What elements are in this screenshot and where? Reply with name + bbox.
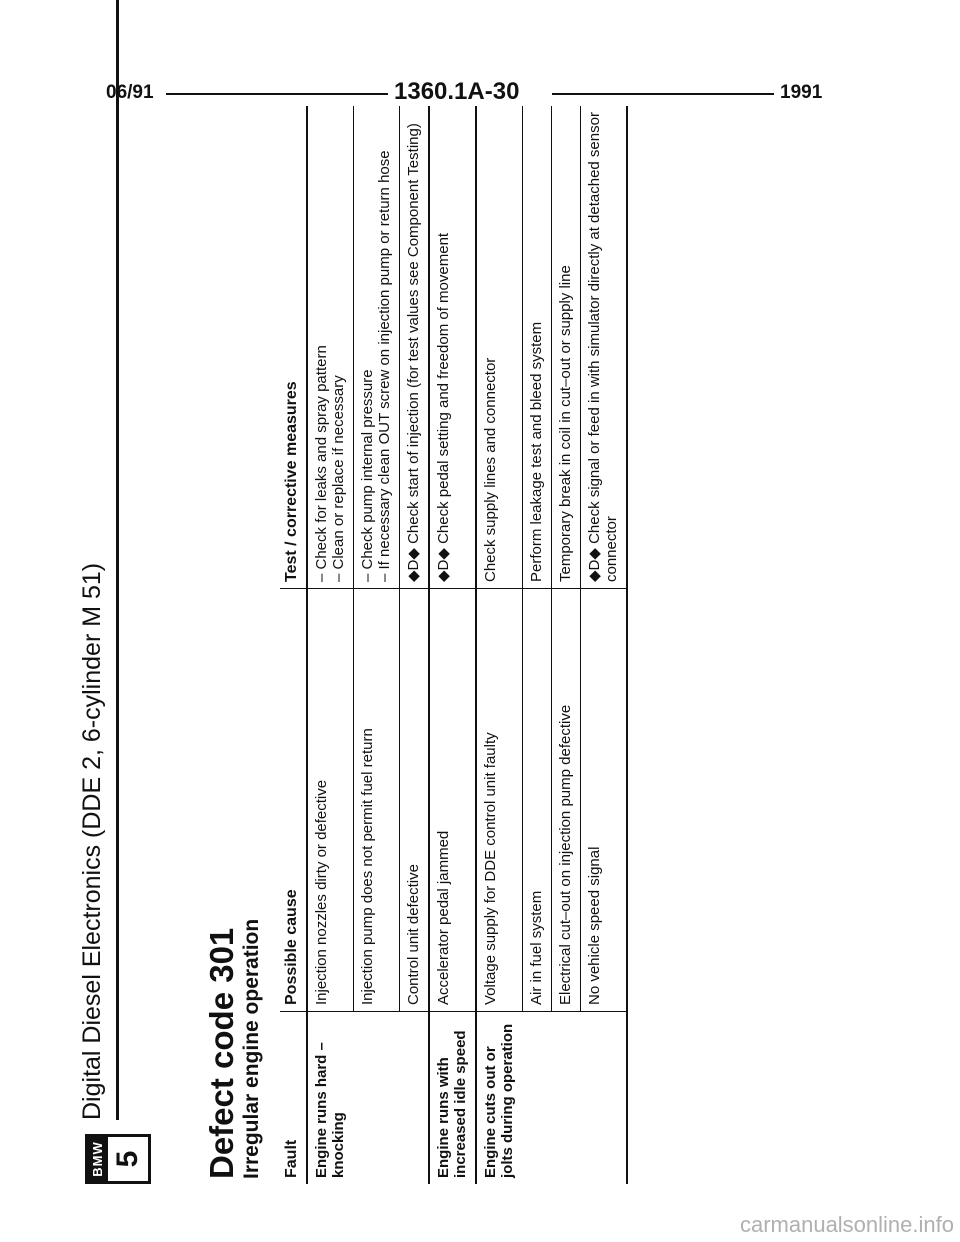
title-rule — [116, 0, 119, 1120]
measures-cell — [580, 106, 627, 589]
code-rule — [552, 93, 774, 95]
table-row — [354, 106, 400, 1184]
table-row — [476, 106, 522, 1184]
measure-line: Check supply lines and connector — [482, 357, 499, 582]
cause-cell: Air in fuel system — [522, 589, 551, 1012]
table-row — [580, 106, 627, 1184]
measure-line: ◆D◆ Check pedal setting and freedom of movement — [435, 232, 452, 582]
defect-subtitle: Irregular engine operation — [240, 918, 263, 1179]
measure-line: Perform leakage test and bleed system — [527, 321, 545, 582]
table-row — [400, 106, 430, 1184]
bmw-logo — [85, 1134, 151, 1184]
fault-cell — [354, 1012, 400, 1185]
table-row — [551, 106, 580, 1184]
fault-table — [280, 112, 628, 1184]
fault-cell — [522, 1012, 551, 1185]
table-row — [522, 106, 551, 1184]
cause-cell: Voltage supply for DDE control unit faulty — [476, 589, 522, 1012]
logo-series: 5 — [111, 1150, 144, 1168]
measure-line: – Check for leaks and spray pattern — [313, 345, 330, 582]
page-number-strip — [0, 0, 960, 120]
measures-cell — [400, 106, 430, 589]
measures-cell — [522, 106, 551, 589]
logo-brand: BMW — [88, 1137, 108, 1181]
cause-cell: No vehicle speed signal — [580, 589, 627, 1012]
measures-cell — [551, 106, 580, 589]
fault-cell: Engine cuts out or jolts during operation — [476, 1012, 522, 1185]
cause-cell: Injection pump does not permit fuel return — [354, 589, 400, 1012]
measure-line: – Clean or replace if necessary — [330, 375, 347, 582]
column-header-test: Test / corrective measures — [280, 106, 307, 589]
measure-line: ◆D◆ Check start of injection (for test values see Component Testing) — [405, 123, 422, 582]
column-header-cause: Possible cause — [280, 589, 307, 1012]
date-rule — [166, 93, 388, 95]
measure-line: ◆D◆ Check signal or feed in with simulator directly at detached sensor connector — [585, 112, 620, 582]
table-row — [429, 106, 476, 1184]
measures-cell — [307, 106, 354, 589]
cause-cell: Electrical cut–out on injection pump defective — [551, 589, 580, 1012]
fault-cell — [400, 1012, 430, 1185]
measures-cell — [476, 106, 522, 589]
measures-cell — [354, 106, 400, 589]
table-row — [307, 106, 354, 1184]
cause-cell: Control unit defective — [400, 589, 430, 1012]
cause-cell: Accelerator pedal jammed — [429, 589, 476, 1012]
defect-code-title: Defect code 301 — [203, 927, 240, 1179]
measure-line: Temporary break in coil in cut–out or supply line — [556, 265, 574, 582]
table-header-row — [280, 106, 307, 1184]
page-year: 1991 — [780, 82, 823, 103]
measures-cell — [429, 106, 476, 589]
fault-cell — [580, 1012, 627, 1185]
document-title: Digital Diesel Electronics (DDE 2, 6-cylinder M 51) — [78, 562, 106, 1120]
fault-cell: Engine runs with increased idle speed — [429, 1012, 476, 1185]
measure-line: – Check pump internal pressure — [359, 369, 376, 582]
fault-cell — [551, 1012, 580, 1185]
page-code: 1360.1A-30 — [394, 78, 520, 105]
page-date: 06/91 — [106, 82, 154, 103]
fault-cell: Engine runs hard – knocking — [313, 1042, 347, 1178]
column-header-fault: Fault — [280, 1012, 307, 1185]
watermark: carmanualsonline.info — [739, 1212, 954, 1237]
measure-line: – If necessary clean OUT screw on injection pump or return hose — [376, 150, 393, 582]
cause-cell: Injection nozzles dirty or defective — [307, 589, 354, 1012]
